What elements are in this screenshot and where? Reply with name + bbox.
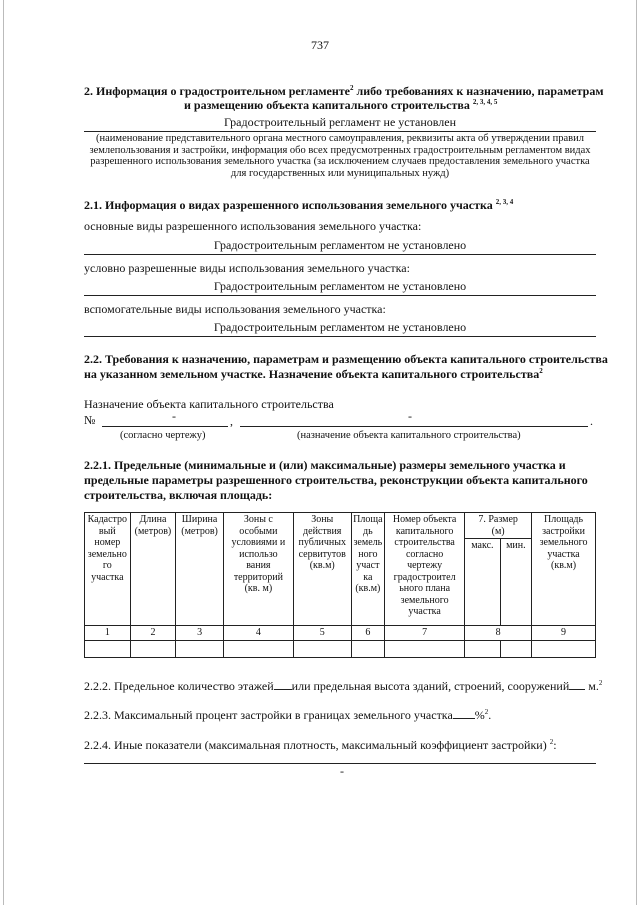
col-width: Ширина (метров) xyxy=(176,513,224,626)
section2-value-underline xyxy=(84,131,596,132)
col-special-zones: Зоны с особыми условиями и использо вания территорий (кв. м) xyxy=(223,513,293,626)
purpose-label: Назначение объекта капитального строительства xyxy=(84,397,334,411)
number-sign: № xyxy=(84,413,96,427)
section2-note-line: разрешенного использования земельного участка (за исключением случаев предоставления земельного участка xyxy=(90,156,590,167)
table-cell xyxy=(293,641,351,658)
col-length: Длина (метров) xyxy=(130,513,176,626)
table-cell xyxy=(351,641,384,658)
parameters-table xyxy=(84,512,596,658)
section22-heading-line1: 2.2. Требования к назначению, параметрам и размещению объекта капитального строительства xyxy=(84,352,608,366)
col-object-number: Номер объекта капитального строительства согласно чертежу градостроител ьного плана земельного участка xyxy=(385,513,465,626)
section22-heading-line2: на указанном земельном участке. Назначение объекта капитального строительства$^2$ xyxy=(84,367,543,381)
table-header-row xyxy=(85,513,596,539)
col-size-max: макс. xyxy=(465,539,500,626)
section2-note-line: для государственных или муниципальных нужд) xyxy=(230,167,450,179)
table-number-cell: 3 xyxy=(176,626,224,641)
section221-heading-line: строительства, включая площадь: xyxy=(84,488,273,502)
section2-note-line: (наименование представительного органа местного самоуправления, реквизиты акта об утверждении правил xyxy=(96,133,584,144)
table-cell xyxy=(465,641,500,658)
auxiliary-uses-underline xyxy=(84,336,596,337)
table-cell xyxy=(385,641,465,658)
table-number-cell: 9 xyxy=(532,626,596,641)
table-number-cell: 8 xyxy=(465,626,532,641)
section21-heading: 2.1. Информация о видах разрешенного использования земельного участка $^{2, 3, 4}$ xyxy=(84,198,514,212)
col-size-min: мин. xyxy=(500,539,531,626)
table-number-cell: 5 xyxy=(293,626,351,641)
table-number-cell: 7 xyxy=(385,626,465,641)
table-cell xyxy=(500,641,531,658)
section224-line: 2.2.4. Иные показатели (максимальная плотность, максимальный коэффициент застройки) $^2$: xyxy=(84,738,557,752)
page-edge-right xyxy=(636,0,637,905)
conditional-uses-value: Градостроительным регламентом не установлено xyxy=(213,279,467,293)
section224-dash: - xyxy=(340,764,344,778)
auxiliary-uses-value: Градостроительным регламентом не установлено xyxy=(213,320,467,334)
main-uses-label: основные виды разрешенного использования земельного участка: xyxy=(84,219,422,233)
col-plot-area: Площа дь земель ного участ ка (кв.м) xyxy=(351,513,384,626)
section2-heading-line2: и размещению объекта капитального строительства $^{2, 3, 4, 5}$ xyxy=(184,98,498,112)
section2-note-line: землепользования и застройки, информация обо всех предусмотренных градостроительным регламентом видах xyxy=(89,144,591,156)
table-cell xyxy=(176,641,224,658)
purpose-comma: , xyxy=(230,414,233,428)
purpose-period: . xyxy=(590,414,593,428)
table-cell xyxy=(85,641,131,658)
section2-heading-line1: 2. Информация о градостроительном регламенте$^2$ либо требованиях к назначению, параметрам xyxy=(84,84,604,98)
table-cell xyxy=(532,641,596,658)
col-building-area: Площадь застройки земельного участка (кв.м) xyxy=(532,513,596,626)
table-empty-row xyxy=(85,641,596,658)
table-number-cell: 2 xyxy=(130,626,176,641)
table-cell xyxy=(130,641,176,658)
table-cell xyxy=(223,641,293,658)
main-uses-underline xyxy=(84,254,596,255)
section221-heading-line: предельные параметры разрешенного строительства, реконструкции объекта капитального xyxy=(84,473,588,487)
purpose-underline xyxy=(240,426,588,427)
table-number-cell: 6 xyxy=(351,626,384,641)
conditional-uses-underline xyxy=(84,295,596,296)
section221-heading-line: 2.2.1. Предельные (минимальные и (или) максимальные) размеры земельного участка и xyxy=(84,458,566,472)
caption-purpose: (назначение объекта капитального строительства) xyxy=(297,430,521,441)
main-uses-value: Градостроительным регламентом не установлено xyxy=(213,238,467,252)
purpose-dash: - xyxy=(408,409,412,423)
section222-line: 2.2.2. Предельное количество этажей или предельная высота зданий, строений, сооружений м.$^2$ xyxy=(84,679,603,693)
table-number-row xyxy=(85,626,596,641)
section2-note xyxy=(84,133,596,179)
section223-line: 2.2.3. Максимальный процент застройки в границах земельного участка %$^2$. xyxy=(84,708,492,722)
col-size-group: 7. Размер (м) xyxy=(465,513,532,539)
table-number-cell: 1 xyxy=(85,626,131,641)
page-number: 737 xyxy=(311,38,329,52)
caption-drawing: (согласно чертежу) xyxy=(120,430,206,441)
section2-value: Градостроительный регламент не установлен xyxy=(224,115,456,129)
auxiliary-uses-label: вспомогательные виды использования земельного участка: xyxy=(84,302,386,316)
page-edge-left xyxy=(3,0,4,905)
drawing-number-underline xyxy=(102,426,228,427)
col-cadastral-number: Кадастро вый номер земельно го участка xyxy=(85,513,131,626)
section221-heading xyxy=(84,458,588,503)
col-servitude-zones: Зоны действия публичных сервитутов (кв.м) xyxy=(293,513,351,626)
conditional-uses-label: условно разрешенные виды использования земельного участка: xyxy=(84,261,410,275)
drawing-number-dash: - xyxy=(172,409,176,423)
table-number-cell: 4 xyxy=(223,626,293,641)
